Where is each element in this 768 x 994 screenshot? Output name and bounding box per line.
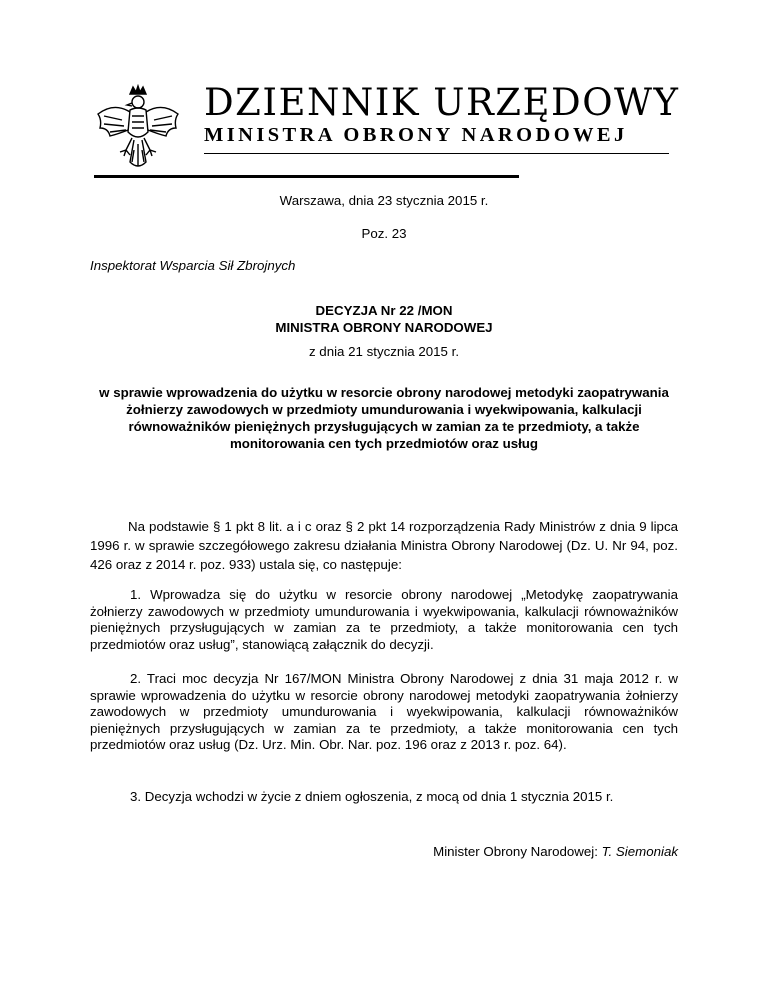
preamble: Na podstawie § 1 pkt 8 lit. a i c oraz § 2 pkt 14 rozporządzenia Rady Ministrów z dnia 9 lipca 1996 r. w sprawie szczegółowego zakresu działania Ministra Obrony Narodowej (Dz. U. Nr 94, poz. 426 oraz z 2014 r. poz. 933) ustala się, co następuje: xyxy=(90,519,678,573)
paragraph-1: 1. Wprowadza się do użytku w resorcie obrony narodowej „Metodykę zaopatrywania żołnierzy zawodowych w przedmioty umundurowania i wyekwipowania, kalkulacji równoważników pieniężnych przysługujących w zamian za te przedmioty, a także monitorowania cen tych przedmiotów oraz usług”, stanowiącą załącznik do decyzji. xyxy=(90,587,678,652)
signature xyxy=(433,844,678,859)
masthead-subtitle: MINISTRA OBRONY NARODOWEJ xyxy=(204,124,628,146)
polish-eagle-emblem-icon xyxy=(92,84,184,172)
issuer: Inspektorat Wsparcia Sił Zbrojnych xyxy=(90,258,296,273)
masthead-rule-thick xyxy=(94,175,519,178)
decision-title-line2: MINISTRA OBRONY NARODOWEJ xyxy=(275,320,493,335)
place-date: Warszawa, dnia 23 stycznia 2015 r. xyxy=(279,193,489,208)
masthead-title: DZIENNIK URZĘDOWY xyxy=(204,81,680,124)
position-number: Poz. 23 xyxy=(361,226,407,241)
decision-title-line1: DECYZJA Nr 22 /MON xyxy=(315,303,453,318)
signature-role: Minister Obrony Narodowej: xyxy=(433,844,598,859)
masthead-rule-thin xyxy=(204,153,669,154)
paragraph-3: 3. Decyzja wchodzi w życie z dniem ogłoszenia, z mocą od dnia 1 stycznia 2015 r. xyxy=(130,789,614,804)
decision-subject: w sprawie wprowadzenia do użytku w resorcie obrony narodowej metodyki zaopatrywania żołnierzy zawodowych w przedmioty umundurowania i wyekwipowania, kalkulacji równoważników pieniężnych przysługujących w zamian za te przedmioty, a także monitorowania cen tych przedmiotów oraz usług xyxy=(99,385,669,451)
decision-date: z dnia 21 stycznia 2015 r. xyxy=(308,344,460,359)
signature-name: T. Siemoniak xyxy=(601,844,678,859)
paragraph-2: 2. Traci moc decyzja Nr 167/MON Ministra Obrony Narodowej z dnia 31 maja 2012 r. w sprawie wprowadzenia do użytku w resorcie obrony narodowej metodyki zaopatrywania żołnierzy zawodowych w przedmioty umundurowania i wyekwipowania, kalkulacji równoważników pieniężnych przysługujących w zamian za te przedmioty, a także monitorowania cen tych przedmiotów oraz usług (Dz. Urz. Min. Obr. Nar. poz. 196 oraz z 2013 r. poz. 64). xyxy=(90,671,678,753)
